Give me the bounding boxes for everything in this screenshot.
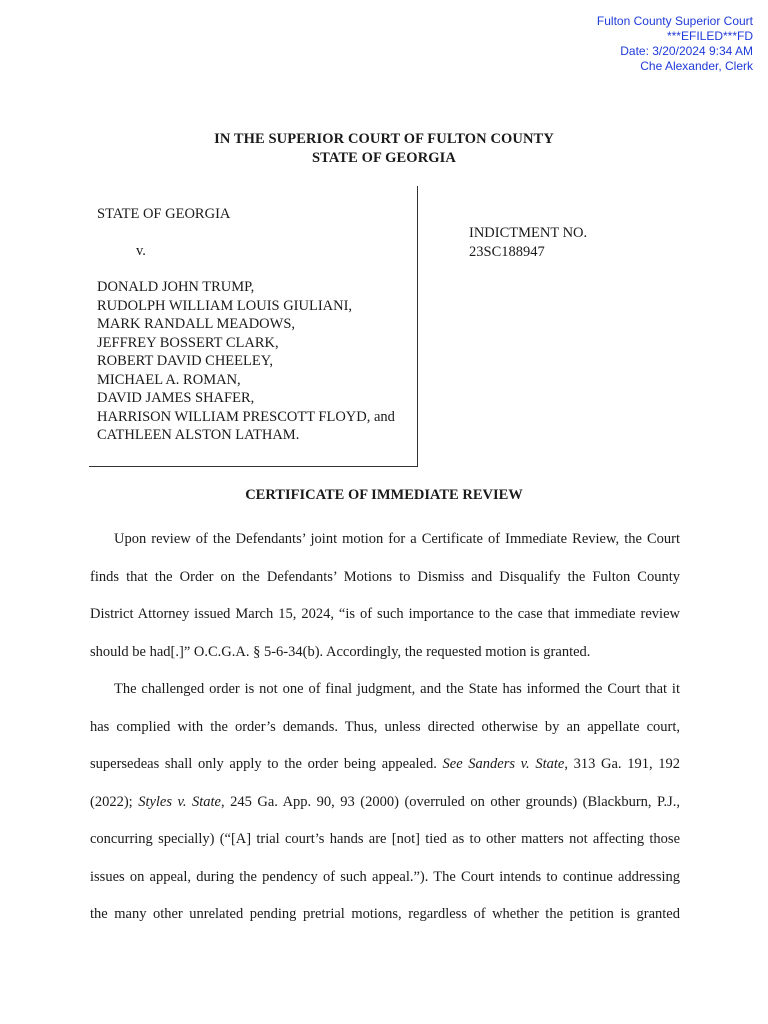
court-heading [0,130,768,168]
court-name: IN THE SUPERIOR COURT OF FULTON COUNTY [214,131,554,147]
defendant-name: MICHAEL A. ROMAN, [97,371,241,388]
paragraph-2 [90,671,680,934]
body-line-citation [90,784,680,822]
case-citation: Styles v. State [138,793,221,810]
defendant-name: CATHLEEN ALSTON LATHAM. [97,427,300,443]
case-caption [97,205,395,445]
defendant-name: ROBERT DAVID CHEELEY, [97,353,273,369]
case-citation: See Sanders v. State [442,756,565,772]
body-line: issues on appeal, during the pendency of such appeal.”). The Court intends to continue addressing [90,868,680,885]
paragraph-1 [90,521,680,671]
caption-vertical-rule [417,186,418,467]
indictment-label: INDICTMENT NO. [469,225,588,241]
efiling-stamp [597,14,753,74]
indictment-number: 23SC188947 [469,243,545,260]
body-line: District Attorney issued March 15, 2024, “is of such importance to the case that immediate review [90,606,680,622]
caption-horizontal-rule [89,466,418,467]
court-state: STATE OF GEORGIA [312,150,456,166]
defendant-name: DAVID JAMES SHAFER, [97,390,255,406]
body-line: Upon review of the Defendants’ joint motion for a Certificate of Immediate Review, the Court [114,531,680,547]
defendant-name: HARRISON WILLIAM PRESCOTT FLOYD, and [97,408,395,425]
body-line-citation [90,746,680,784]
body-line: the many other unrelated pending pretrial motions, regardless of whether the petition is granted [90,906,680,922]
body-text-run: supersedeas shall only apply to the order being appealed. [90,756,443,772]
plaintiff-name: STATE OF GEORGIA [97,206,231,222]
document-body [90,521,680,934]
stamp-court: Fulton County Superior Court [596,14,753,28]
body-line: finds that the Order on the Defendants’ Motions to Dismiss and Disqualify the Fulton County [90,568,680,585]
defendant-name: MARK RANDALL MEADOWS, [97,316,296,332]
body-text-run: , 245 Ga. App. 90, 93 (2000) (overruled on other grounds) (Blackburn, P.J., [220,793,680,810]
body-text-run: , 313 Ga. 191, 192 [564,756,680,772]
body-line: concurring specially) (“[A] trial court’s hands are [not] tied as to other matters not affecting those [90,831,680,847]
body-line: has complied with the order’s demands. Thus, unless directed otherwise by an appellate court, [90,718,680,735]
defendants-list [97,278,395,445]
versus-label: v. [136,242,146,259]
indictment-block [469,224,587,261]
defendant-name: JEFFREY BOSSERT CLARK, [97,334,279,351]
body-line: should be had[.]” O.C.G.A. § 5-6-34(b). Accordingly, the requested motion is granted. [90,643,591,660]
defendant-name: DONALD JOHN TRUMP, [97,279,255,295]
stamp-status: ***EFILED***FD [666,29,753,43]
stamp-date: Date: 3/20/2024 9:34 AM [620,44,753,58]
stamp-clerk: Che Alexander, Clerk [640,59,753,73]
defendant-name: RUDOLPH WILLIAM LOUIS GIULIANI, [97,297,353,314]
body-text-run: (2022); [90,793,139,810]
document-title: CERTIFICATE OF IMMEDIATE REVIEW [245,487,523,503]
body-line: The challenged order is not one of final judgment, and the State has informed the Court that it [114,681,680,697]
